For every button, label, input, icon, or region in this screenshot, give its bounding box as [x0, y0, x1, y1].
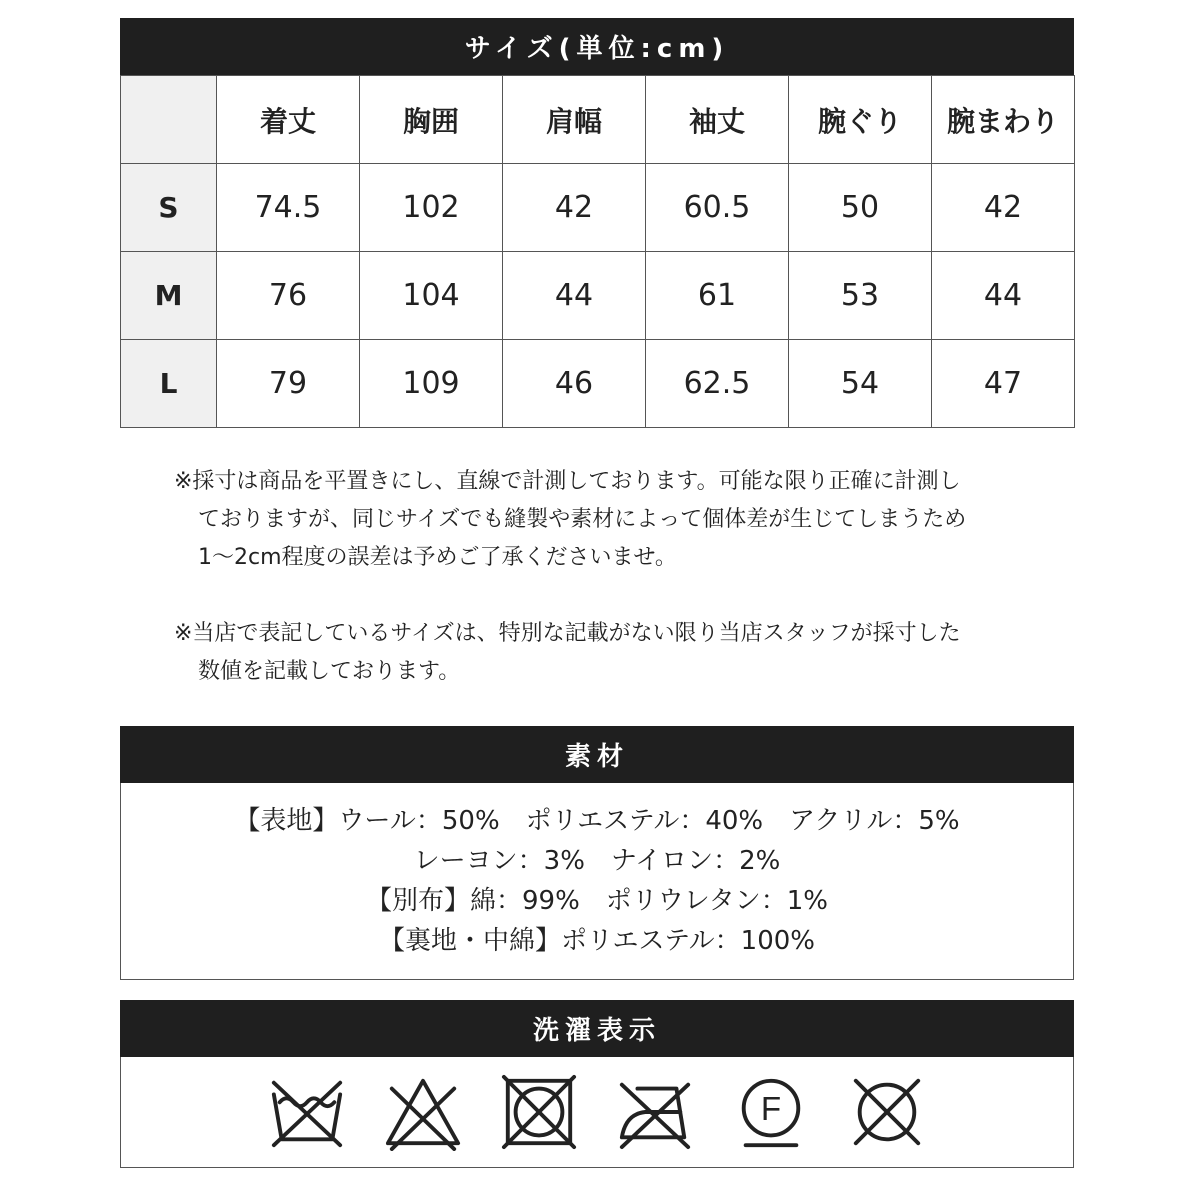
note-line: ておりますが、同じサイズでも縫製や素材によって個体差が生じてしまうため: [198, 507, 967, 532]
column-header: 腕まわり: [932, 76, 1075, 164]
table-cell: 42: [932, 164, 1075, 252]
no-ironing-icon: [616, 1073, 694, 1151]
table-cell: 109: [360, 340, 503, 428]
table-row: [121, 340, 1075, 428]
no-wet-clean-icon: [848, 1073, 926, 1151]
dry-clean-f-icon: [732, 1073, 810, 1151]
size-section-title: サイズ(単位:cm): [120, 18, 1074, 75]
note-line: ※当店で表記しているサイズは、特別な記載がない限り当店スタッフが採寸した: [174, 621, 961, 646]
table-cell: 50: [789, 164, 932, 252]
column-header: 腕ぐり: [789, 76, 932, 164]
table-cell: 46: [503, 340, 646, 428]
table-cell: 79: [217, 340, 360, 428]
table-cell: 42: [503, 164, 646, 252]
care-section-title: 洗濯表示: [120, 1000, 1074, 1057]
table-cell: 61: [646, 252, 789, 340]
table-corner-cell: [121, 76, 217, 164]
table-row: [121, 252, 1075, 340]
no-tumble-dry-icon: [500, 1073, 578, 1151]
table-cell: 60.5: [646, 164, 789, 252]
care-symbols-box: [120, 1057, 1074, 1168]
material-section-title: 素材: [120, 726, 1074, 783]
column-header: 胸囲: [360, 76, 503, 164]
table-cell: 104: [360, 252, 503, 340]
material-box: [120, 783, 1074, 980]
table-cell: 47: [932, 340, 1075, 428]
dry-clean-letter: F: [760, 1090, 782, 1128]
measurement-note: [174, 463, 1074, 577]
size-table-header-row: [121, 76, 1075, 164]
table-cell: 54: [789, 340, 932, 428]
column-header: 着丈: [217, 76, 360, 164]
size-note: [174, 615, 1074, 691]
table-cell: 74.5: [217, 164, 360, 252]
note-line: 数値を記載しております。: [198, 659, 461, 684]
material-line: レーヨン：3% ナイロン：2%: [413, 846, 781, 876]
table-cell: 44: [932, 252, 1075, 340]
table-cell: 76: [217, 252, 360, 340]
table-cell: 102: [360, 164, 503, 252]
size-label: M: [121, 252, 217, 340]
no-washing-icon: [268, 1073, 346, 1151]
table-cell: 44: [503, 252, 646, 340]
size-label: L: [121, 340, 217, 428]
material-line: 【別布】綿：99% ポリウレタン：1%: [366, 886, 828, 916]
table-row: [121, 164, 1075, 252]
size-label: S: [121, 164, 217, 252]
note-line: 1～2cm程度の誤差は予めご了承くださいませ。: [198, 545, 677, 570]
table-cell: 53: [789, 252, 932, 340]
table-cell: 62.5: [646, 340, 789, 428]
material-line: 【表地】ウール：50% ポリエステル：40% アクリル：5%: [234, 806, 960, 836]
size-table: [120, 75, 1075, 428]
note-line: ※採寸は商品を平置きにし、直線で計測しております。可能な限り正確に計測し: [174, 469, 961, 494]
no-bleach-icon: [384, 1073, 462, 1151]
column-header: 肩幅: [503, 76, 646, 164]
column-header: 袖丈: [646, 76, 789, 164]
material-line: 【裏地・中綿】ポリエステル：100%: [379, 926, 815, 956]
